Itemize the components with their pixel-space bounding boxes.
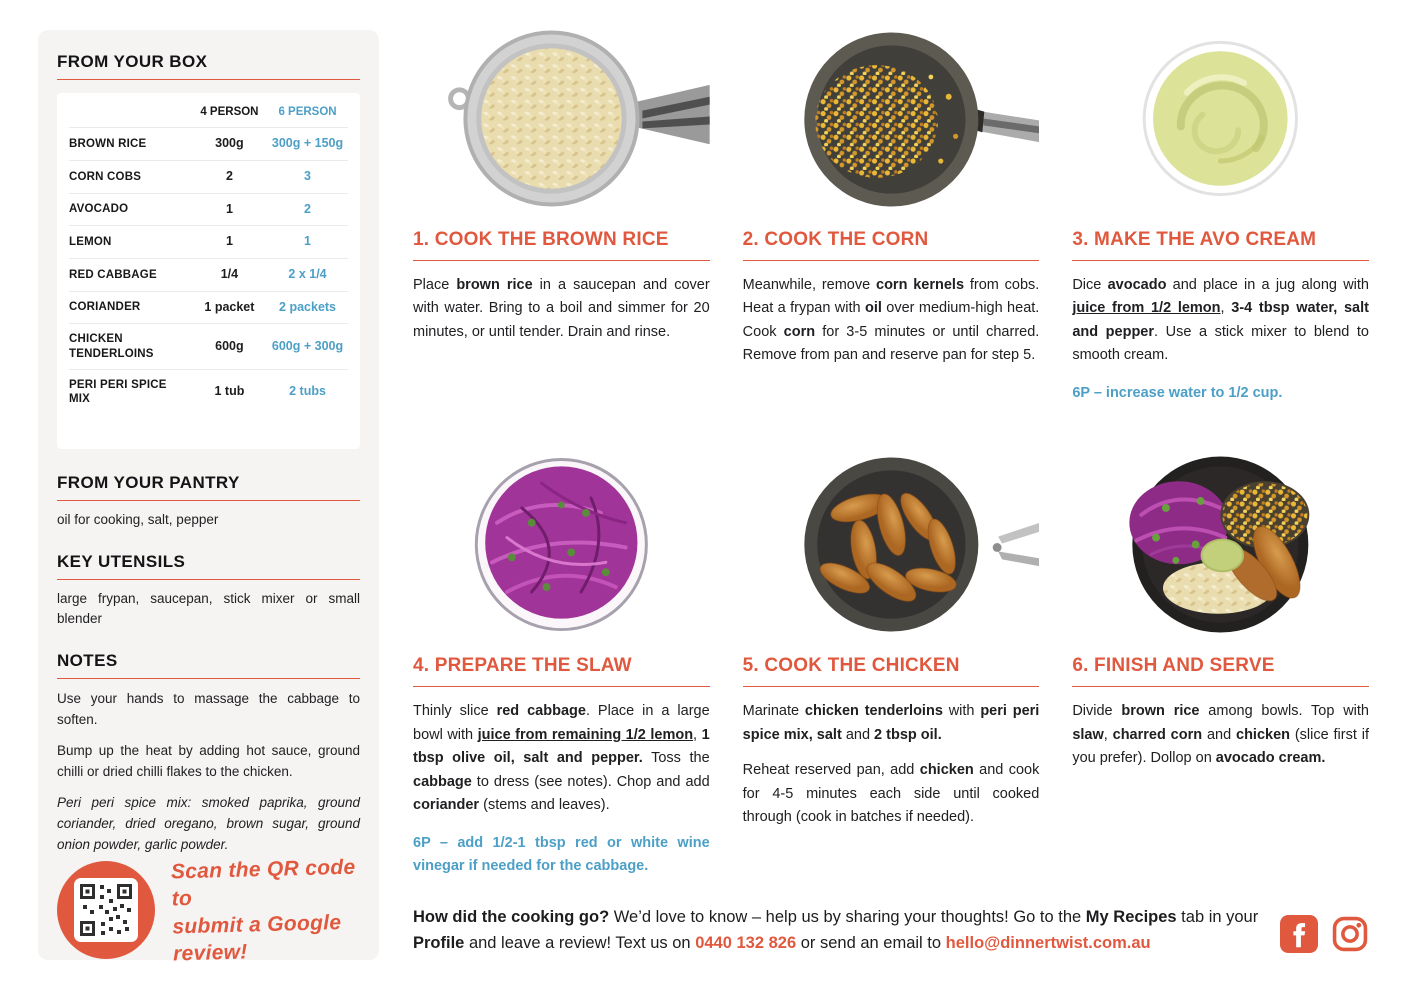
step-5 (743, 451, 1040, 878)
steps-grid (413, 0, 1369, 879)
step-4-6p-note: 6P – add 1/2-1 tbsp red or white wine vinegar if needed for the cabbage. (413, 834, 710, 875)
qr-review-block (57, 856, 360, 965)
ingredient-name: CORIANDER (69, 301, 141, 314)
qr-caption-line1: Scan the QR code to (170, 855, 356, 911)
ingredient-row (69, 292, 348, 325)
ingredient-name: RED CABBAGE (69, 268, 157, 281)
qr-caption (171, 853, 362, 967)
sidebar (38, 30, 379, 966)
ingredient-qty-4p: 1/4 (220, 266, 239, 281)
instagram-icon (1331, 915, 1369, 953)
ingredient-qty-4p: 1 tub (214, 384, 245, 399)
utensils-section (57, 552, 360, 631)
from-your-box-table (57, 93, 360, 449)
photo-red-cabbage-slaw-icon (413, 451, 710, 639)
photo-chicken-pan-icon (743, 451, 1040, 639)
ingredient-qty-4p: 1 packet (204, 299, 255, 314)
photo-brown-rice-sieve-icon (413, 25, 710, 213)
pantry-section (57, 473, 360, 531)
ingredient-qty-6p: 2 x 1/4 (288, 266, 327, 281)
ingredient-qty-4p: 1 (225, 234, 233, 249)
step-4-title: 4. PREPARE THE SLAW (413, 655, 710, 687)
step-4-text: Thinly slice red cabbage. Place in a large bowl with juice from remaining 1/2 lemon, 1 tbsp olive oil, salt and pepper. Toss the cabbage to dress (see notes). Chop and add coriander (stems and leaves). (413, 703, 710, 814)
pantry-text: oil for cooking, salt, pepper (57, 511, 219, 527)
step-6-text: Divide brown rice among bowls. Top with slaw, charred corn and chicken (slice first if you prefer). Dollop on avocado cream. (1072, 703, 1369, 767)
qr-caption-line2: submit a Google review! (172, 910, 342, 966)
from-your-box-title: FROM YOUR BOX (57, 52, 360, 80)
ingredient-name: CHICKEN TENDERLOINS (69, 333, 154, 360)
ingredient-name: AVOCADO (69, 203, 129, 216)
photo-finished-bowl-icon (1072, 451, 1369, 639)
qr-code-icon (57, 861, 155, 959)
step-1 (413, 25, 710, 405)
photo-avo-cream-icon (1072, 25, 1369, 213)
step-2 (743, 25, 1040, 405)
table-header-row (69, 97, 348, 128)
ingredient-row (69, 226, 348, 259)
ingredient-qty-6p: 300g + 150g (271, 136, 344, 151)
ingredient-row (69, 370, 348, 415)
ingredient-row (69, 324, 348, 370)
step-5-text-2: Reheat reserved pan, add chicken and cook for 4-5 minutes each side until cooked through (cook in batches if needed). (742, 762, 1040, 826)
ingredient-name: CORN COBS (69, 170, 142, 183)
step-2-text: Meanwhile, remove corn kernels from cobs. Heat a frypan with oil over medium-high heat. Cook corn for 3-5 minutes or until charred. Remove from pan and reserve pan for step 5. (742, 277, 1040, 364)
step-6-title: 6. FINISH AND SERVE (1072, 655, 1369, 687)
ingredient-row (69, 259, 348, 292)
step-2-title: 2. COOK THE CORN (743, 229, 1040, 261)
note-paragraph: Use your hands to massage the cabbage to soften. (57, 691, 360, 728)
step-1-text: Place brown rice in a saucepan and cover with water. Bring to a boil and simmer for 20 minutes, or until tender. Drain and rinse. (413, 277, 710, 340)
ingredient-row (69, 194, 348, 227)
facebook-icon (1280, 915, 1318, 953)
ingredient-qty-6p: 1 (304, 234, 311, 249)
utensils-text: large frypan, saucepan, stick mixer or small blender (57, 590, 360, 627)
footer-feedback-text: How did the cooking go? We’d love to know – help us by sharing your thoughts! Go to the My Recipes tab in your Profile and leave a review! Text us on 0440 132 826 or send an email to hello@dinnertwist.com.au (413, 908, 1259, 952)
pantry-title: FROM YOUR PANTRY (57, 473, 360, 501)
box-table-body (69, 128, 348, 414)
ingredient-qty-6p: 2 (304, 201, 311, 216)
photo-corn-frypan-icon (743, 25, 1040, 213)
ingredient-qty-6p: 600g + 300g (271, 338, 344, 353)
utensils-title: KEY UTENSILS (57, 552, 360, 580)
ingredient-qty-6p: 2 tubs (289, 384, 326, 399)
ingredient-qty-4p: 1 (225, 201, 233, 216)
ingredient-row (69, 161, 348, 194)
note-paragraph-spice-mix: Peri peri spice mix: smoked paprika, ground coriander, dried oregano, brown sugar, ground onion powder, garlic powder. (57, 795, 360, 852)
ingredient-row (69, 128, 348, 161)
table-header-4-person: 4 PERSON (200, 106, 259, 118)
ingredient-qty-4p: 2 (225, 169, 233, 183)
step-3-text: Dice avocado and place in a jug along with juice from 1/2 lemon, 3-4 tbsp water, salt and pepper. Use a stick mixer to blend to smooth cream. (1072, 277, 1369, 364)
ingredient-qty-6p: 2 packets (279, 299, 337, 314)
step-3 (1072, 25, 1369, 405)
step-5-title: 5. COOK THE CHICKEN (743, 655, 1040, 687)
notes-title: NOTES (57, 651, 360, 679)
step-5-text-1: Marinate chicken tenderloins with peri peri spice mix, salt and 2 tbsp oil. (742, 703, 1040, 743)
social-icons (1280, 915, 1369, 953)
ingredient-qty-6p: 3 (304, 169, 311, 183)
step-4 (413, 451, 710, 878)
ingredient-name: LEMON (69, 235, 112, 248)
ingredient-qty-4p: 600g (215, 338, 244, 353)
table-header-6-person: 6 PERSON (278, 106, 337, 118)
step-3-title: 3. MAKE THE AVO CREAM (1072, 229, 1369, 261)
step-3-6p-note: 6P – increase water to 1/2 cup. (1072, 384, 1283, 401)
notes-section (57, 651, 360, 855)
note-paragraph: Bump up the heat by adding hot sauce, ground chilli or dried chilli flakes to the chicken. (57, 743, 360, 780)
ingredient-name: BROWN RICE (69, 138, 147, 150)
step-6 (1072, 451, 1369, 878)
ingredient-qty-4p: 300g (215, 136, 244, 151)
step-1-title: 1. COOK THE BROWN RICE (413, 229, 710, 261)
ingredient-name: PERI PERI SPICE MIX (69, 378, 167, 406)
footer (413, 905, 1369, 956)
